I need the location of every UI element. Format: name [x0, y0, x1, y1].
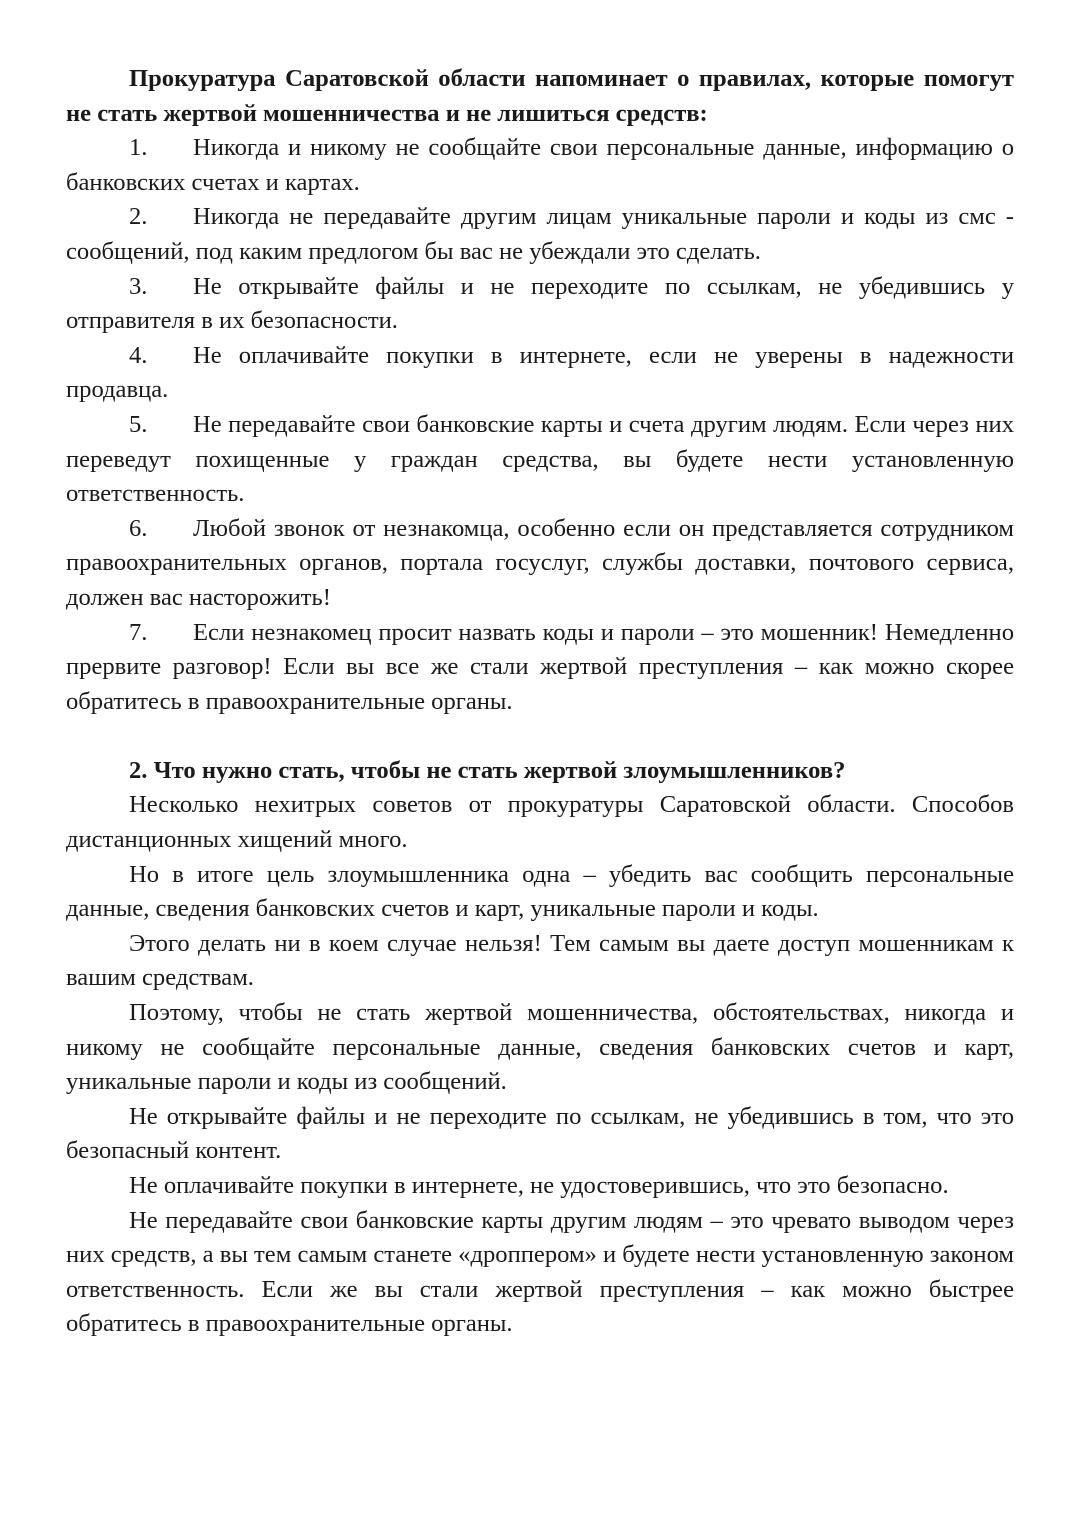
section-2-paragraph: Но в итоге цель злоумышленника одна – убедить вас сообщить персональные данные, сведения банковских счетов и карт, уникальные пароли и коды. — [66, 860, 1014, 923]
rule-item — [66, 200, 1014, 269]
rule-number: 5. — [129, 410, 148, 438]
section-2-paragraph: Не оплачивайте покупки в интернете, не удостоверившись, что это безопасно. — [129, 1172, 949, 1199]
document-page — [66, 62, 1014, 1342]
rule-number: 1. — [129, 134, 148, 162]
rule-text: Никогда не передавайте другим лицам уникальные пароли и коды из смс - сообщений, под каким предлогом бы вас не убеждали это сделать. — [66, 203, 1014, 265]
rule-item — [66, 131, 1014, 200]
intro-heading: Прокуратура Саратовской области напоминает о правилах, которые помогут не стать жертвой мошенничества и не лишиться средств: — [66, 65, 1014, 127]
rule-text: Не открывайте файлы и не переходите по ссылкам, не убедившись у отправителя в их безопасности. — [66, 272, 1014, 335]
rule-text: Не передавайте свои банковские карты и счета другим людям. Если через них переведут похищенные у граждан средства, вы будете нести установленную ответственность. — [66, 410, 1014, 508]
rule-number: 6. — [129, 514, 148, 542]
rule-number: 7. — [129, 618, 148, 646]
rule-text: Если незнакомец просит назвать коды и пароли – это мошенник! Немедленно прервите разговор! Если вы все же стали жертвой преступления – как можно скорее обратитесь в правоохранительные органы. — [66, 618, 1014, 715]
rule-number: 3. — [129, 272, 148, 300]
rule-number: 2. — [129, 203, 148, 231]
section-2-paragraph: Не открывайте файлы и не переходите по ссылкам, не убедившись в том, что это безопасный контент. — [66, 1102, 1014, 1165]
rule-item — [66, 408, 1014, 512]
section-2-paragraph: Не передавайте свои банковские карты другим людям – это чревато выводом через них средств, а вы тем самым станете «дроппером» и будете нести установленную законом ответственность. Если же вы стали жертвой преступления – как можно быстрее обратитесь в правоохранительные органы. — [66, 1206, 1014, 1338]
section-2-paragraph: Поэтому, чтобы не стать жертвой мошенничества, обстоятельствах, никогда и никому не сообщайте персональные данные, сведения банковских счетов и карт, уникальные пароли и коды из сообщений. — [66, 999, 1014, 1096]
section-2-title: 2. Что нужно стать, чтобы не стать жертвой злоумышленников? — [129, 756, 846, 784]
rule-text: Не оплачивайте покупки в интернете, если не уверены в надежности продавца. — [66, 341, 1014, 404]
section-spacer — [66, 719, 1014, 754]
rule-text: Никогда и никому не сообщайте свои персональные данные, информацию о банковских счетах и картах. — [66, 134, 1014, 196]
section-2-paragraph: Этого делать ни в коем случае нельзя! Тем самым вы даете доступ мошенникам к вашим средствам. — [66, 929, 1014, 992]
rule-item — [66, 270, 1014, 339]
rule-item — [66, 339, 1014, 408]
rule-item — [66, 616, 1014, 720]
rule-item — [66, 512, 1014, 616]
rule-text: Любой звонок от незнакомца, особенно если он представляется сотрудником правоохранительных органов, портала госуслуг, службы доставки, почтового сервиса, должен вас насторожить! — [66, 514, 1014, 611]
rule-number: 4. — [129, 341, 148, 369]
section-2-paragraph: Несколько нехитрых советов от прокуратуры Саратовской области. Способов дистанционных хищений много. — [66, 791, 1014, 854]
